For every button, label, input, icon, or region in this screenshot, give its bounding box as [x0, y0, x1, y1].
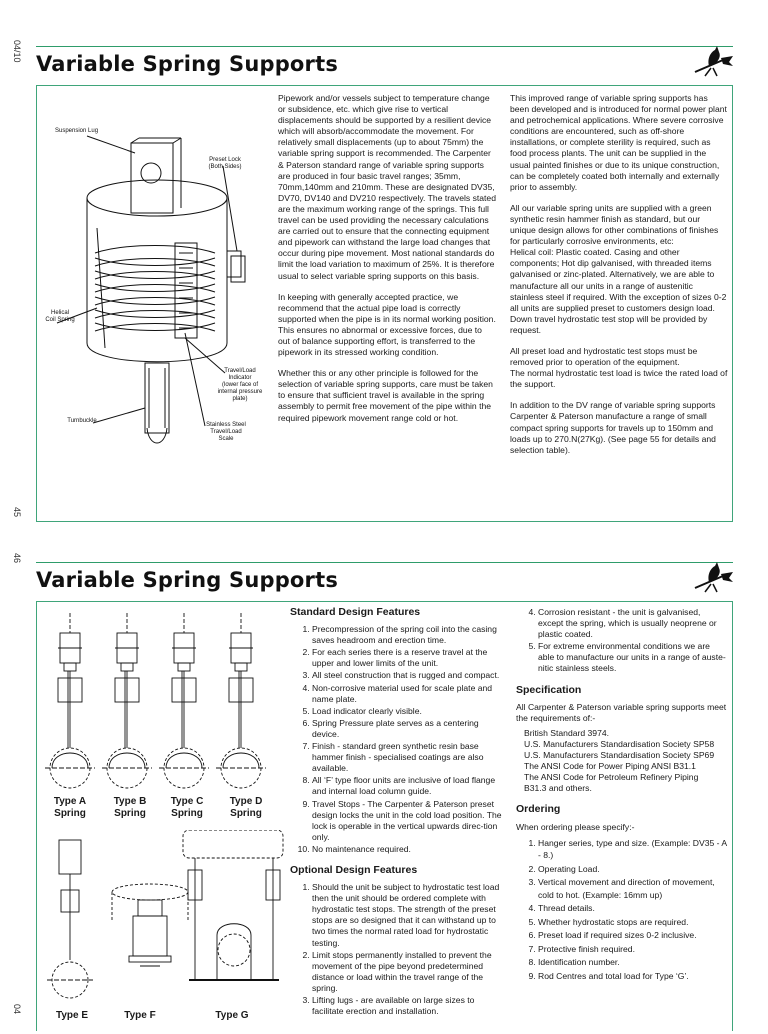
list-item: 5. Load indicator clearly visible.: [312, 706, 505, 717]
list-item: U.S. Manufacturers Standardisation Society SP69: [524, 750, 715, 761]
paragraph: All our variable spring units are supplied with a green synthetic resin hammer finish as standard, but our unique design allows for other combinations of finishes for particularly corrosive environments, etc:: [510, 202, 719, 247]
list-item: 8. All ‘F’ type floor units are inclusive of load flange and internal load column guide.: [312, 775, 505, 797]
list-item: 10. No maintenance required.: [312, 844, 505, 855]
list-item: 4. Corrosion resistant - the unit is galvanised, except the spring, which is usually neoprene or plastic coated.: [538, 607, 728, 640]
header-rule: [36, 46, 733, 47]
standards-list: [516, 728, 728, 795]
spring-types-e-g-illustration: [45, 830, 285, 1008]
list-item: 2. Operating Load.: [538, 863, 728, 876]
list-item: 3. Vertical movement and direction of movement, cold to hot. (Example: 16mm up): [538, 876, 728, 901]
ordering-list: [516, 837, 728, 983]
label-turnbuckle: Turnbuckle: [67, 418, 97, 424]
paragraph: The normal hydrostatic test load is twice the rated load of the support.: [510, 368, 728, 390]
label-scale: Stainless Steel Travel/Load Scale: [206, 422, 246, 442]
witch-logo-icon: [693, 46, 735, 80]
intro-column-2: [510, 93, 728, 466]
ordering-heading: Ordering: [516, 803, 561, 816]
list-item: British Standard 3974.: [524, 727, 610, 738]
header-rule: [36, 562, 733, 563]
list-item: 9. Travel Stops - The Carpenter & Paterson preset design locks the unit in the cold load position. The lock is operable in the vertical upwards direc-tion only.: [312, 799, 505, 843]
paragraph: Helical coil: Plastic coated. Casing and other components; Hot dip galvanised, with threaded items galvanised or zinc-plated. Alternatively, we are able to manufacture all our units in a range of austenitic stainless steel if required. With the exception of sizes 0-2 all units are supplied preset to customers design load. Down travel hydrostatic test stop will be provided by request.: [510, 247, 727, 335]
optional-features-continued-list: [516, 607, 728, 675]
type-g-label: Type G: [215, 1010, 249, 1021]
list-item: The ANSI Code for Power Piping ANSI B31.1: [524, 761, 696, 772]
specification-intro: All Carpenter & Paterson variable spring supports meet the requirements of:-: [516, 701, 727, 723]
type-d-label: [224, 796, 268, 820]
list-item: The ANSI Code for Petroleum Refinery Piping: [524, 772, 699, 783]
intro-column-1: [278, 93, 496, 434]
page-number-top: 04/10: [12, 40, 22, 63]
list-item: 7. Protective finish required.: [538, 943, 728, 956]
list-item: 4. Thread details.: [538, 902, 728, 915]
type-sub: Spring: [171, 808, 203, 819]
list-item: U.S. Manufacturers Standardisation Society SP58: [524, 738, 715, 749]
paragraph: Whether this or any other principle is followed for the selection of variable spring supports, care must be taken to ensure that sufficient travel is available in the spring assembly to permit free movement of the pipe within the required pipework movement range cold or hot.: [278, 368, 493, 423]
page-title: Variable Spring Supports: [36, 52, 339, 76]
type-sub: Spring: [114, 808, 146, 819]
type-a-label: [48, 796, 92, 820]
list-item: 1. Hanger series, type and size. (Example: DV35 - A - 8.): [538, 837, 728, 862]
type-name: Type C: [170, 796, 204, 807]
label-suspension-lug: Suspension Lug: [55, 128, 99, 134]
ordering-intro: When ordering please specify:-: [516, 821, 635, 832]
standard-design-heading: Standard Design Features: [290, 606, 421, 618]
type-sub: Spring: [230, 808, 262, 819]
list-item: 9. Rod Centres and total load for Type ‘G’.: [538, 970, 728, 983]
witch-logo-icon: [693, 562, 735, 596]
page-number-bottom: 04: [12, 1004, 22, 1015]
optional-design-heading: Optional Design Features: [290, 863, 418, 876]
list-item: 7. Finish - standard green synthetic resin base hammer finish - specialised coatings are also available.: [312, 741, 505, 774]
list-item: 6. Preset load if required sizes 0-2 inclusive.: [538, 929, 728, 942]
label-preset-lock: Preset Lock (Both Sides): [208, 157, 242, 170]
list-item: 4. Non-corrosive material used for scale plate and name plate.: [312, 683, 505, 705]
label-helical-coil-spring: Helical Coil Spring: [45, 310, 75, 323]
type-name: Type D: [229, 796, 263, 807]
page-number-top: 46: [12, 553, 22, 564]
type-f-label: Type F: [124, 1010, 156, 1021]
list-item: 5. Whether hydrostatic stops are required.: [538, 916, 728, 929]
list-item: 3. All steel construction that is rugged and compact.: [312, 670, 505, 681]
type-c-label: [165, 796, 209, 820]
paragraph: This improved range of variable spring supports has been developed and is introduced for normal power plant and petrochemical applications. Where severe corrosive conditions are encountered, such as off-shore installations, or complete sterility is required, such as food process plants. The unit can be supplied in the usual painted finishes or due to its unique construction, can be completely coated both internally and externally prior to assembly.: [510, 93, 727, 192]
optional-features-list: [290, 882, 505, 1017]
page-number-bottom: 45: [12, 507, 22, 518]
type-name: Type B: [113, 796, 147, 807]
list-item: 6. Spring Pressure plate serves as a centering device.: [312, 718, 505, 740]
standard-features-list: [290, 624, 505, 855]
specification-heading: Specification: [516, 683, 582, 696]
paragraph: All preset load and hydrostatic test stops must be removed prior to operation of the equipment.: [510, 345, 698, 368]
list-item: 8. Identification number.: [538, 956, 728, 969]
paragraph: Pipework and/or vessels subject to temperature change or subsidence, etc. which give rise to vertical displacements should be supported by a resilient device which will absorb/accommodate the movement. For relatively small displacements (up to about 75mm) the variable spring support is recommended. The Carpenter & Paterson standard range of variable spring supports are produced in four basic travel ranges; 35mm, 70mm,140mm and 210mm. These are designated DV35, DV70, DV140 and DV210 respectively. The travels stated are the maximum working range of the springs. This full travel can be used providing the necessary calculations are carried out to ensure that the connecting equipment and pipework can withstand the large load changes that occur during pipe movement. Most national standards do limit the load variation to maximum of 25%. It is therefore usual to select variable spring supports on this basis.: [278, 93, 496, 281]
paragraph: In addition to the DV range of variable spring supports Carpenter & Paterson manufacture a range of small compact spring supports for travels up to 150mm and loads up to 270.N(27Kg). (See page 55 for details and selection table).: [510, 400, 716, 455]
label-travel-load-indicator: Travel/Load Indicator (lower face of internal pressure plate): [217, 368, 263, 402]
type-name: Type A: [53, 796, 87, 807]
list-item: 5. For extreme environmental conditions we are able to manufacture our units in a range of auste-nitic stainless steels.: [538, 641, 728, 674]
type-e-label: Type E: [55, 1010, 89, 1021]
list-item: 2. For each series there is a reserve travel at the upper and lower limits of the unit.: [312, 647, 505, 669]
design-features-column: [290, 607, 505, 1018]
list-item: 1. Should the unit be subject to hydrostatic test load then the unit should be ordered complete with hydrostatic test stops. The strength of the preset stops are so designed that it can withstand up to two times the normal rated load for hydrostatic testing.: [312, 882, 505, 949]
type-b-label: [108, 796, 152, 820]
paragraph: In keeping with generally accepted practice, we recommend that the actual pipe load is correctly supported when the pipe is in its normal working position. This ensures no abnormal or excessive forces, due to out of balance supporting effort, is transferred to the pipework in its stressed working condition.: [278, 291, 496, 358]
page-title: Variable Spring Supports: [36, 568, 339, 592]
list-item: 2. Limit stops permanently installed to prevent the movement of the pipe beyond predetermined distance or load within the travel range of the spring.: [312, 950, 505, 994]
list-item: B31.3 and others.: [524, 783, 592, 794]
type-sub: Spring: [54, 808, 86, 819]
specification-column: [516, 607, 728, 983]
spring-types-a-d-illustration: [40, 608, 280, 798]
list-item: 1. Precompression of the spring coil into the casing saves headroom and erection time.: [312, 624, 505, 646]
list-item: 3. Lifting lugs - are available on large sizes to facilitate erection and installation.: [312, 995, 505, 1017]
